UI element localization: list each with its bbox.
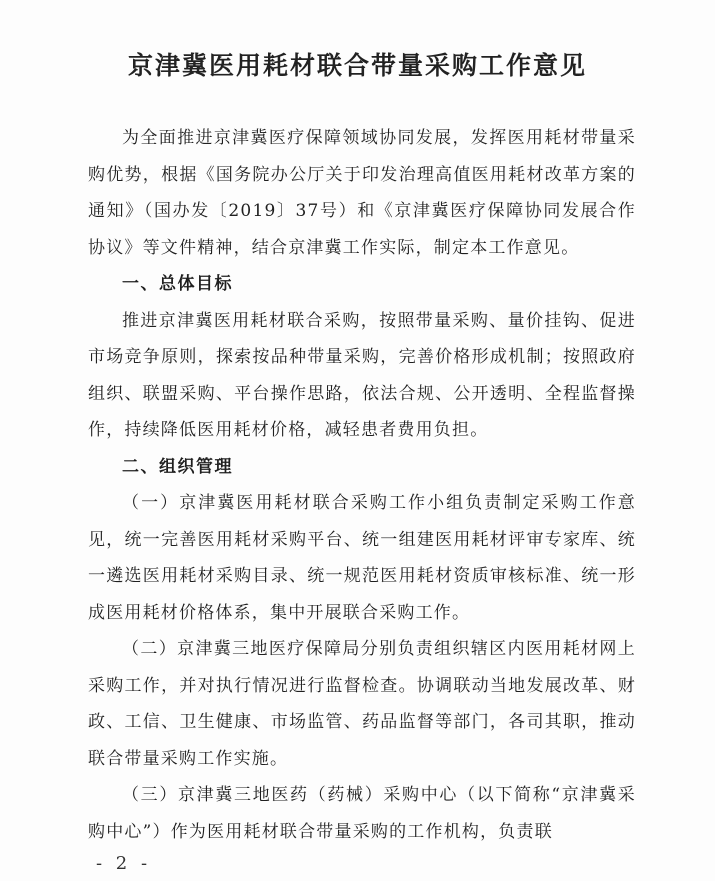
section-heading-organization: 二、组织管理 bbox=[122, 456, 233, 477]
document-title: 京津冀医用耗材联合带量采购工作意见 bbox=[127, 51, 587, 80]
document-body bbox=[88, 120, 636, 850]
section-heading-goals: 一、总体目标 bbox=[122, 274, 233, 294]
organization-item-2: （二）京津冀三地医疗保障局分别负责组织辖区内医用耗材网上采购工作，并对执行情况进行监督检查。协调联动当地发展改革、财政、工信、卫生健康、市场监管、药品监督等部门，各司其职，推动联合带量采购工作实施。 bbox=[88, 639, 636, 769]
goals-paragraph: 推进京津冀医用耗材联合采购，按照带量采购、量价挂钩、促进市场竞争原则，探索按品种带量采购，完善价格形成机制；按照政府组织、联盟采购、平台操作思路，依法合规、公开透明、全程监督操作，持续降低医用耗材价格，减轻患者费用负担。 bbox=[88, 310, 636, 440]
intro-paragraph: 为全面推进京津冀医疗保障领域协同发展，发挥医用耗材带量采购优势，根据《国务院办公厅关于印发治理高值医用耗材改革方案的通知》（国办发〔2019〕37号）和《京津冀医疗保障协同发展合作协议》等文件精神，结合京津冀工作实际，制定本工作意见。 bbox=[88, 128, 636, 258]
organization-item-1: （一）京津冀医用耗材联合采购工作小组负责制定采购工作意见，统一完善医用耗材采购平台、统一组建医用耗材评审专家库、统一遴选医用耗材采购目录、统一规范医用耗材资质审核标准、统一形成医用耗材价格体系，集中开展联合采购工作。 bbox=[88, 493, 636, 623]
organization-item-3: （三）京津冀三地医药（药械）采购中心（以下简称“京津冀采购中心”）作为医用耗材联合带量采购的工作机构，负责联 bbox=[88, 785, 636, 842]
page-number: - 2 - bbox=[96, 853, 152, 874]
